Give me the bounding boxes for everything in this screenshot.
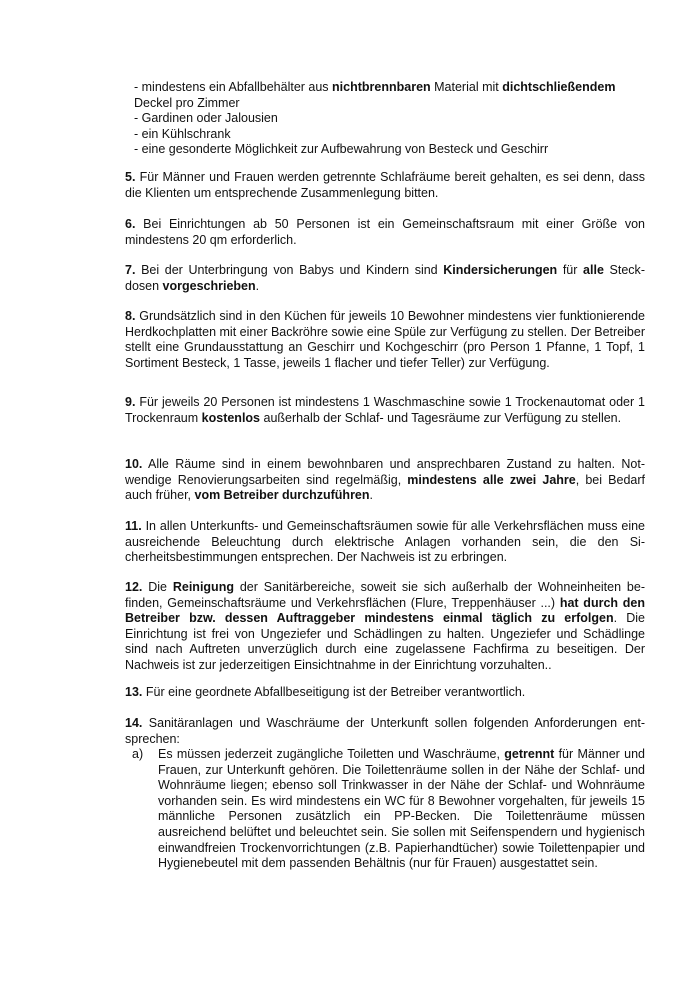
section-12: 12. Die Reinigung der Sanitärbereiche, soweit sie sich außerhalb der Wohneinheiten befinden, Gemeinschaftsräume und Verkehrsflächen (Flure, Treppenhäuser ...) hat durch den Betreiber bzw. dessen Auftraggeber mindestens einmal täglich zu erfolgen. Die Einrichtung ist frei von Ungeziefer und Schädlingen zu halten. Ungeziefer und Schädlinge sind nach Auftreten unverzüglich durch eine zugelassene Fachfirma zu beseitigen. Der Nachweis ist zur jederzeitigen Einsichtnahme in der Einrichtung vorzuhalten.. — [125, 580, 646, 672]
list-item: - Gardinen oder Jalousien — [134, 111, 278, 126]
list-item-continuation: Deckel pro Zimmer — [134, 95, 240, 110]
section-number: 7. — [125, 263, 136, 277]
section-10: 10. Alle Räume sind in einem bewohnbaren und ansprechbaren Zustand zu halten. Notwendige Renovierungsarbeiten sind regelmäßig, mindestens alle zwei Jahre, bei Bedarf auch früher, vom Betreiber durchzuführen. — [125, 457, 645, 503]
equipment-list — [134, 80, 646, 158]
section-9: 9. Für jeweils 20 Personen ist mindestens 1 Waschmaschine sowie 1 Trockenautomat oder 1 Trockenraum kostenlos außerhalb der Schlaf- und Tagesräume zur Verfügung zu stellen. — [125, 395, 645, 425]
list-marker: a) — [132, 747, 144, 761]
section-number: 6. — [125, 217, 136, 231]
list-item: - eine gesonderte Möglichkeit zur Aufbewahrung von Besteck und Geschirr — [134, 142, 549, 157]
section-number: 8. — [125, 309, 136, 323]
section-number: 11. — [125, 519, 142, 533]
section-number: 14. — [125, 716, 143, 730]
section-13: 13. Für eine geordnete Abfallbeseitigung ist der Betreiber verantwortlich. — [125, 685, 526, 699]
section-11: 11. In allen Unterkunfts- und Gemeinschaftsräumen sowie für alle Verkehrsflächen muss eine ausreichende Beleuchtung durch elektrische Anlagen vorhanden sein, die den Sicherheitsbestimmungen entsprechen. Der Nachweis ist zu erbringen. — [125, 519, 645, 565]
section-8: 8. Grundsätzlich sind in den Küchen für jeweils 10 Bewohner mindestens vier funktionierende Herdkochplatten mit einer Backröhre sowie eine Spüle zur Verfügung zu stellen. Der Betreiber stellt eine Grundausstattung an Geschirr und Kochgeschirr (pro Person 1 Pfanne, 1 Topf, 1 Sortiment Besteck, 1 Tasse, jeweils 1 flacher und tiefer Teller) zur Verfügung. — [125, 309, 645, 370]
list-item: - mindestens ein Abfallbehälter aus nichtbrennbaren Material mit dichtschließendem — [134, 80, 616, 94]
section-5: 5. Für Männer und Frauen werden getrennte Schlafräume bereit gehalten, es sei denn, dass die Klienten um entsprechende Zusammenlegung bitten. — [125, 170, 645, 200]
section-number: 13. — [125, 685, 143, 699]
section-number: 12. — [125, 580, 143, 594]
section-14: 14. Sanitäranlagen und Waschräume der Unterkunft sollen folgenden Anforderungen entsprechen: — [125, 716, 645, 746]
section-7: 7. Bei der Unterbringung von Babys und Kindern sind Kindersicherungen für alle Steckdosen vorgeschrieben. — [125, 263, 645, 293]
section-number: 10. — [125, 457, 143, 471]
item-a-text: Es müssen jederzeit zugängliche Toiletten und Waschräume, getrennt für Männer und Frauen, zur Unterkunft gehören. Die Toilettenräume sollen in der Nähe der Schlaf- und Wohnräume liegen; ebenso soll Trinkwasser in der Nähe der Schlaf- und Wohnräume vorhanden sein. Es wird mindestens ein WC für 8 Bewohner vorgehalten, für jeweils 15 männliche Personen zusätzlich ein PP-Becken. Die Toilettenräume müssen ausreichend belüftet und beleuchtet sein. Sie sollen mit Seifenspendern und hygienisch einwandfreien Trockenvorrichtungen (z.B. Papierhandtücher) sowie Toilettenpapier und Hygienebeutel mit dem passenden Behältnis (nur für Frauen) ausgestattet sein. — [158, 747, 645, 871]
section-number: 9. — [125, 395, 136, 409]
section-6: 6. Bei Einrichtungen ab 50 Personen ist ein Gemeinschaftsraum mit einer Größe von mindestens 20 qm erforderlich. — [125, 217, 645, 247]
list-item: - ein Kühlschrank — [134, 126, 231, 141]
section-number: 5. — [125, 170, 136, 184]
